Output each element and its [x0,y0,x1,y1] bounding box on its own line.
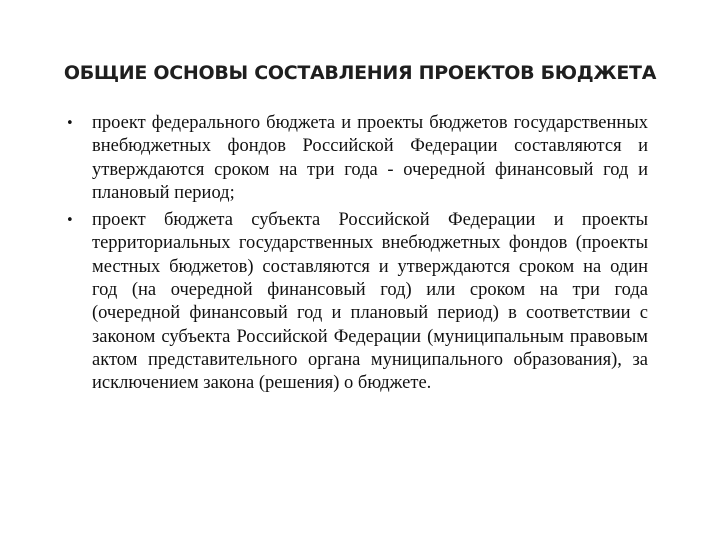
bullet-text: проект федерального бюджета и проекты бюджетов государственных внебюджетных фондов Российской Федерации составляются и утверждаются сроком на три года - очередной финансовый год и плановый период; [92,113,648,203]
bullet-icon: • [66,213,74,229]
slide-title: ОБЩИЕ ОСНОВЫ СОСТАВЛЕНИЯ ПРОЕКТОВ БЮДЖЕТА [63,62,657,84]
bullet-list [66,112,648,400]
bullet-item-federal-budget [66,112,648,205]
bullet-icon: • [66,116,74,131]
bullet-item-regional-budget [66,209,648,395]
bullet-text: проект бюджета субъекта Российской Федерации и проекты территориальных государственных внебюджетных фондов (проекты местных бюджетов) составляются и утверждаются сроком на один год (на очередной финансовый год) или сроком на три года (очередной финансовый год и плановый период) в соответствии с законом субъекта Российской Федерации (муниципальным правовым актом представительного органа муниципального образования), за исключением закона (решения) о бюджете. [92,210,648,394]
